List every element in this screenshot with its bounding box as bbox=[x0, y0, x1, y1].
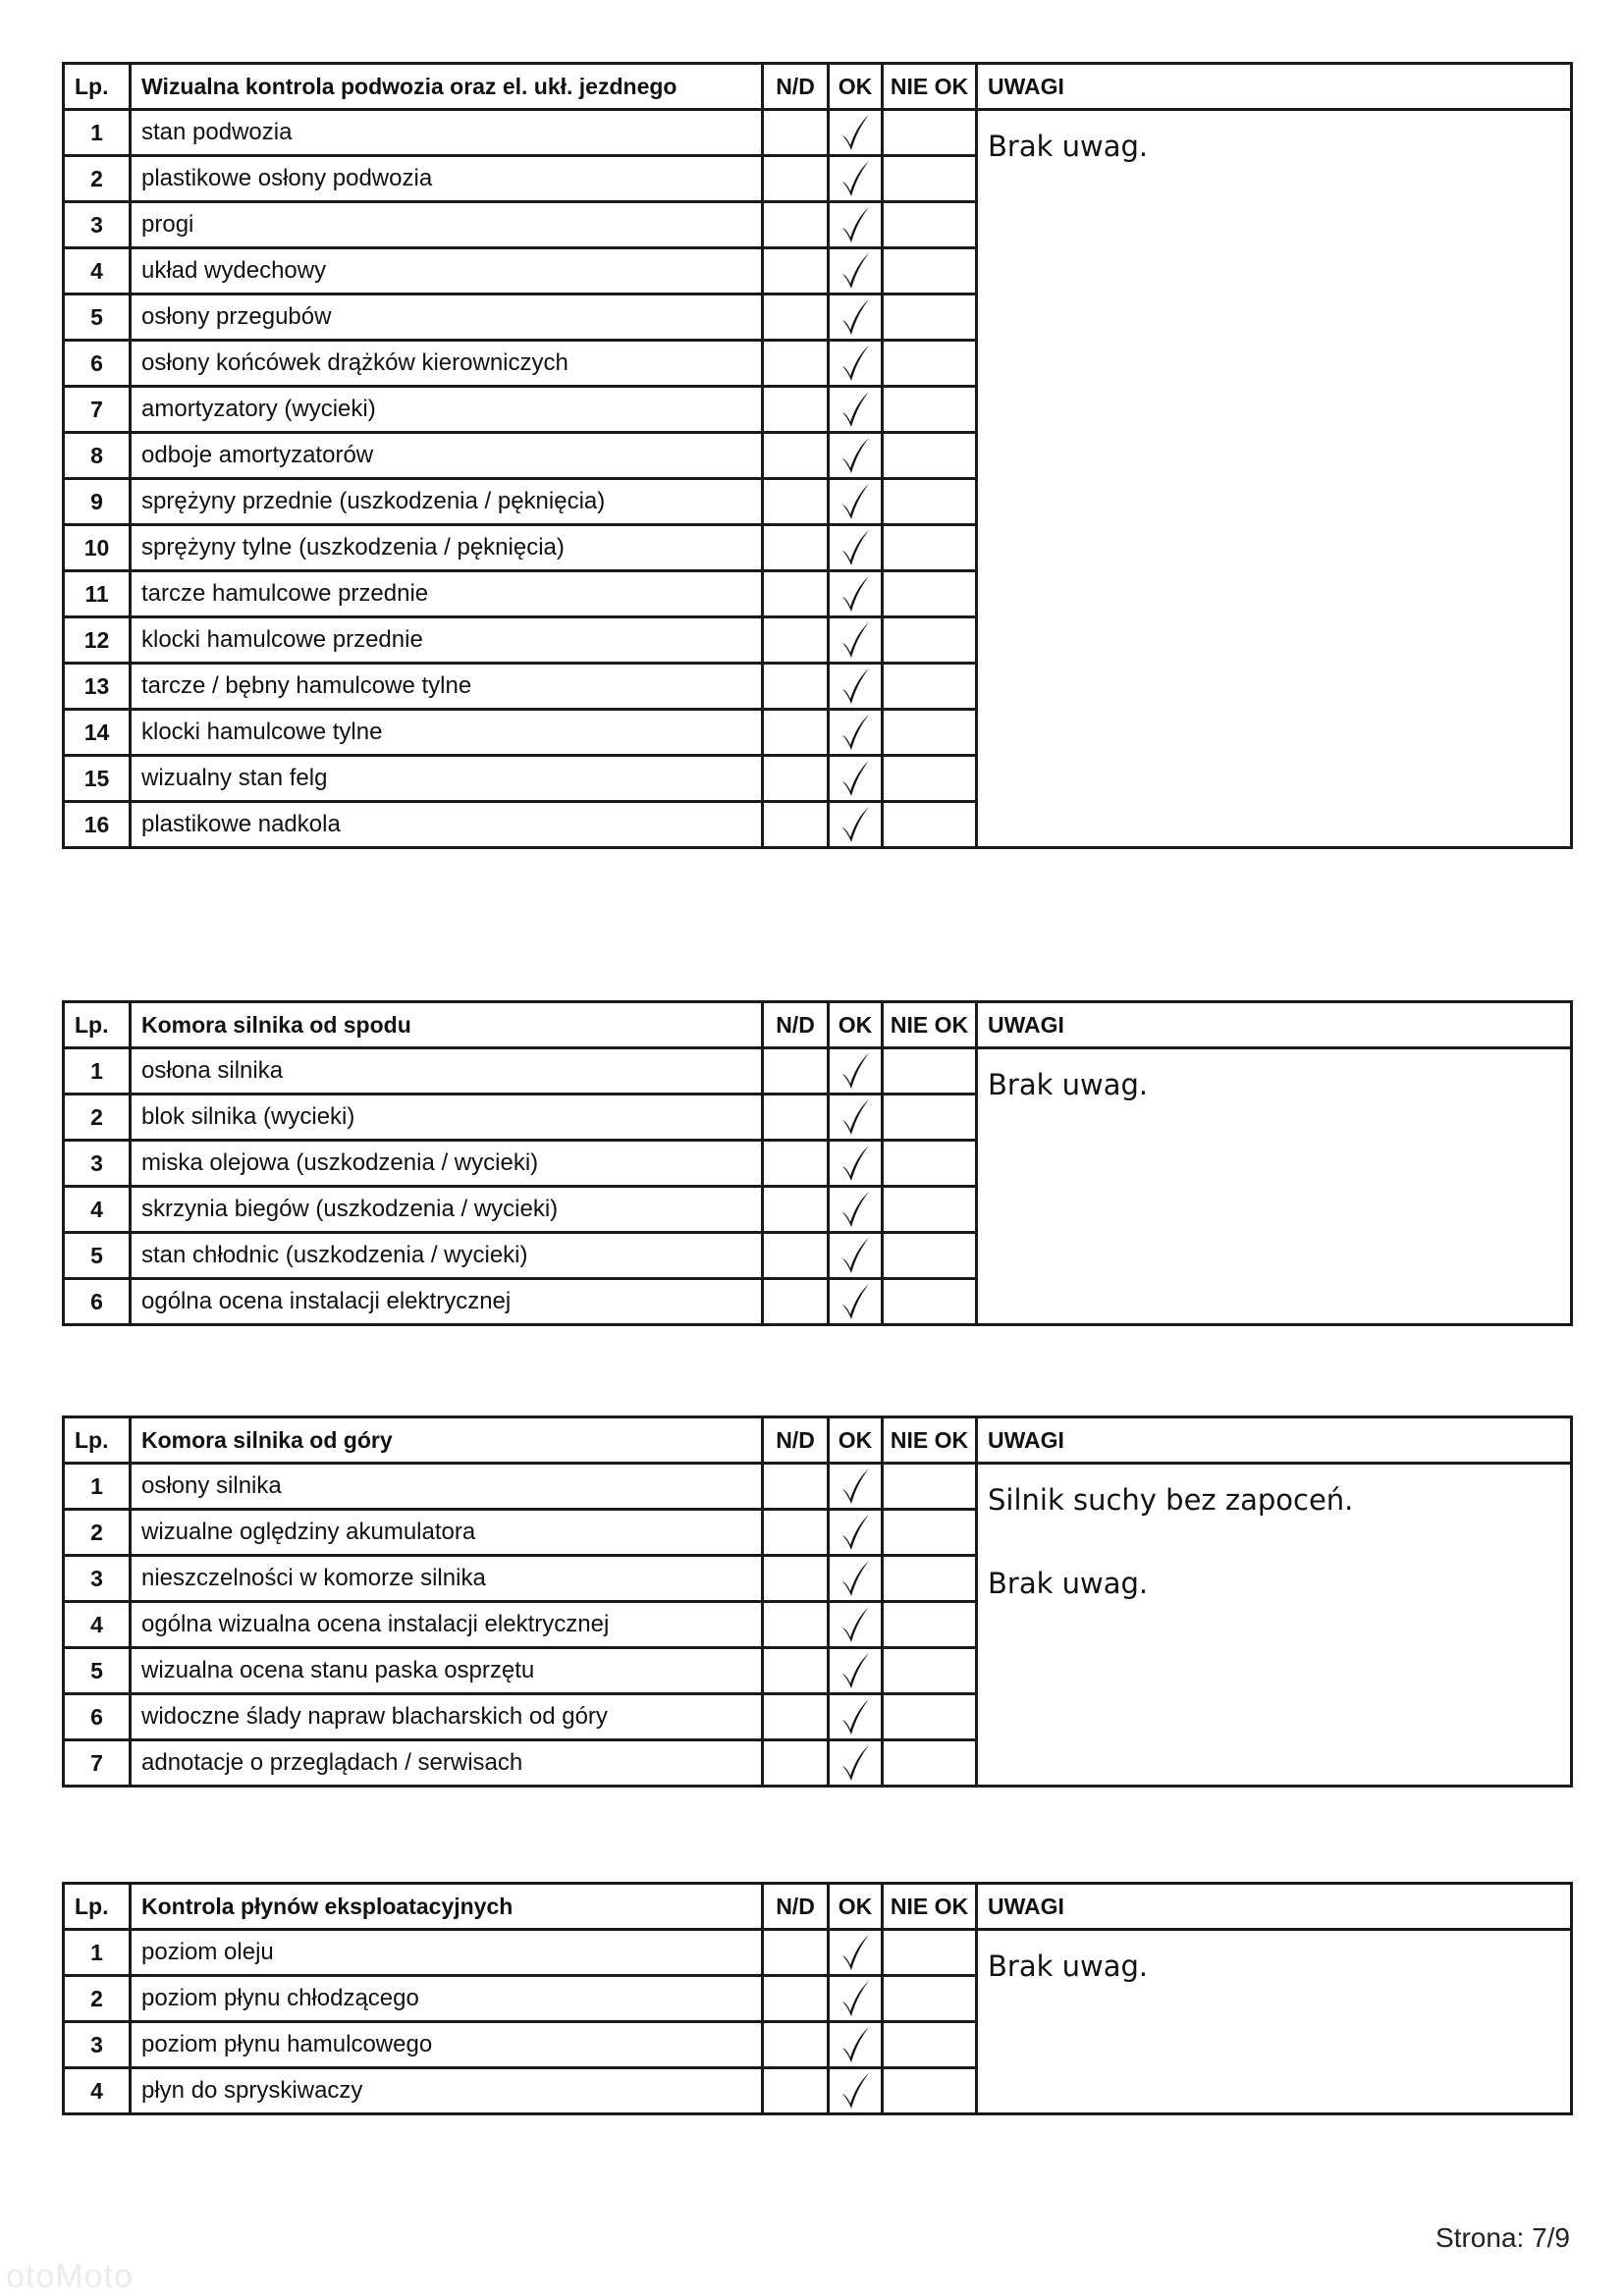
cell-nd bbox=[763, 802, 829, 848]
row-number: 12 bbox=[64, 617, 131, 664]
header-nie-ok: NIE OK bbox=[883, 64, 977, 110]
cell-nd bbox=[763, 1930, 829, 1976]
cell-nie-ok bbox=[883, 1048, 977, 1095]
row-label: wizualne oględziny akumulatora bbox=[131, 1510, 763, 1556]
checkmark-icon bbox=[839, 667, 871, 706]
cell-nd bbox=[763, 756, 829, 802]
row-label: amortyzatory (wycieki) bbox=[131, 387, 763, 433]
row-number: 2 bbox=[64, 156, 131, 202]
cell-nd bbox=[763, 1556, 829, 1602]
checkmark-icon bbox=[839, 713, 871, 752]
cell-ok bbox=[829, 1048, 883, 1095]
row-label: osłony przegubów bbox=[131, 294, 763, 341]
cell-nd bbox=[763, 1095, 829, 1141]
section-title: Komora silnika od góry bbox=[131, 1417, 763, 1464]
row-label: tarcze hamulcowe przednie bbox=[131, 571, 763, 617]
cell-ok bbox=[829, 1976, 883, 2022]
row-label: skrzynia biegów (uszkodzenia / wycieki) bbox=[131, 1187, 763, 1233]
header-row bbox=[64, 1417, 1572, 1464]
cell-nd bbox=[763, 433, 829, 479]
checkmark-icon bbox=[839, 1190, 871, 1229]
section-title: Komora silnika od spodu bbox=[131, 1002, 763, 1048]
cell-nd bbox=[763, 387, 829, 433]
header-nd: N/D bbox=[763, 1884, 829, 1930]
cell-nie-ok bbox=[883, 110, 977, 156]
checkmark-icon bbox=[839, 1697, 871, 1736]
row-label: osłony silnika bbox=[131, 1464, 763, 1510]
cell-nie-ok bbox=[883, 433, 977, 479]
note-text: Brak uwag. bbox=[988, 1567, 1149, 1600]
cell-nie-ok bbox=[883, 1740, 977, 1787]
cell-nd bbox=[763, 1510, 829, 1556]
cell-nd bbox=[763, 1740, 829, 1787]
cell-nd bbox=[763, 1279, 829, 1325]
checkmark-icon bbox=[839, 620, 871, 660]
row-label: klocki hamulcowe przednie bbox=[131, 617, 763, 664]
row-number: 2 bbox=[64, 1510, 131, 1556]
row-label: plastikowe nadkola bbox=[131, 802, 763, 848]
cell-nd bbox=[763, 156, 829, 202]
row-number: 6 bbox=[64, 1694, 131, 1740]
cell-nd bbox=[763, 1648, 829, 1694]
header-ok: OK bbox=[829, 1884, 883, 1930]
header-lp: Lp. bbox=[64, 1417, 131, 1464]
cell-nie-ok bbox=[883, 571, 977, 617]
checkmark-icon bbox=[839, 1513, 871, 1552]
cell-ok bbox=[829, 1740, 883, 1787]
checkmark-icon bbox=[839, 436, 871, 475]
cell-nie-ok bbox=[883, 617, 977, 664]
cell-nie-ok bbox=[883, 479, 977, 525]
row-number: 5 bbox=[64, 294, 131, 341]
row-label: osłony końcówek drążków kierowniczych bbox=[131, 341, 763, 387]
row-number: 8 bbox=[64, 433, 131, 479]
notes-cell bbox=[977, 110, 1572, 848]
cell-nd bbox=[763, 1233, 829, 1279]
row-label: progi bbox=[131, 202, 763, 248]
row-number: 1 bbox=[64, 1464, 131, 1510]
cell-ok bbox=[829, 1602, 883, 1648]
row-label: widoczne ślady napraw blacharskich od góry bbox=[131, 1694, 763, 1740]
cell-nie-ok bbox=[883, 756, 977, 802]
header-ok: OK bbox=[829, 64, 883, 110]
cell-nie-ok bbox=[883, 664, 977, 710]
checkmark-icon bbox=[839, 1467, 871, 1506]
row-label: sprężyny tylne (uszkodzenia / pęknięcia) bbox=[131, 525, 763, 571]
table-row bbox=[64, 110, 1572, 156]
cell-ok bbox=[829, 2068, 883, 2114]
cell-nie-ok bbox=[883, 1976, 977, 2022]
row-label: ogólna wizualna ocena instalacji elektrycznej bbox=[131, 1602, 763, 1648]
row-number: 6 bbox=[64, 1279, 131, 1325]
header-nd: N/D bbox=[763, 1002, 829, 1048]
row-label: osłona silnika bbox=[131, 1048, 763, 1095]
row-label: stan chłodnic (uszkodzenia / wycieki) bbox=[131, 1233, 763, 1279]
cell-nd bbox=[763, 1187, 829, 1233]
row-label: plastikowe osłony podwozia bbox=[131, 156, 763, 202]
table-row bbox=[64, 1464, 1572, 1510]
checkmark-icon bbox=[839, 297, 871, 337]
header-lp: Lp. bbox=[64, 1884, 131, 1930]
checkmark-icon bbox=[839, 1282, 871, 1321]
checkmark-icon bbox=[839, 1236, 871, 1275]
section-title: Wizualna kontrola podwozia oraz el. ukł. jezdnego bbox=[131, 64, 763, 110]
row-number: 13 bbox=[64, 664, 131, 710]
inspection-table-engine-top bbox=[62, 1415, 1573, 1788]
row-number: 6 bbox=[64, 341, 131, 387]
checkmark-icon bbox=[839, 1979, 871, 2018]
header-row bbox=[64, 1884, 1572, 1930]
checkmark-icon bbox=[839, 528, 871, 567]
cell-nie-ok bbox=[883, 202, 977, 248]
cell-nie-ok bbox=[883, 1556, 977, 1602]
row-number: 7 bbox=[64, 1740, 131, 1787]
cell-ok bbox=[829, 1095, 883, 1141]
cell-nie-ok bbox=[883, 341, 977, 387]
cell-nie-ok bbox=[883, 2068, 977, 2114]
row-number: 5 bbox=[64, 1648, 131, 1694]
row-number: 4 bbox=[64, 248, 131, 294]
row-number: 4 bbox=[64, 1187, 131, 1233]
cell-nd bbox=[763, 1976, 829, 2022]
header-ok: OK bbox=[829, 1417, 883, 1464]
cell-nie-ok bbox=[883, 710, 977, 756]
cell-nd bbox=[763, 294, 829, 341]
cell-nd bbox=[763, 1602, 829, 1648]
cell-nie-ok bbox=[883, 525, 977, 571]
checkmark-icon bbox=[839, 1144, 871, 1183]
notes-cell bbox=[977, 1048, 1572, 1325]
row-label: płyn do spryskiwaczy bbox=[131, 2068, 763, 2114]
row-label: sprężyny przednie (uszkodzenia / pęknięcia) bbox=[131, 479, 763, 525]
cell-ok bbox=[829, 1930, 883, 1976]
notes-cell bbox=[977, 1464, 1572, 1787]
cell-ok bbox=[829, 387, 883, 433]
cell-ok bbox=[829, 756, 883, 802]
cell-nd bbox=[763, 1048, 829, 1095]
row-number: 1 bbox=[64, 1930, 131, 1976]
checkmark-icon bbox=[839, 1933, 871, 1972]
cell-ok bbox=[829, 802, 883, 848]
checkmark-icon bbox=[839, 1097, 871, 1137]
header-nie-ok: NIE OK bbox=[883, 1884, 977, 1930]
row-number: 14 bbox=[64, 710, 131, 756]
checkmark-icon bbox=[839, 159, 871, 198]
checkmark-icon bbox=[839, 482, 871, 521]
cell-ok bbox=[829, 1694, 883, 1740]
note-text: Brak uwag. bbox=[988, 1949, 1149, 1983]
cell-nie-ok bbox=[883, 1233, 977, 1279]
cell-ok bbox=[829, 617, 883, 664]
cell-nd bbox=[763, 1141, 829, 1187]
header-nie-ok: NIE OK bbox=[883, 1417, 977, 1464]
row-number: 4 bbox=[64, 1602, 131, 1648]
cell-ok bbox=[829, 525, 883, 571]
cell-nie-ok bbox=[883, 1464, 977, 1510]
note-text: Silnik suchy bez zapoceń. bbox=[988, 1483, 1354, 1517]
header-lp: Lp. bbox=[64, 64, 131, 110]
page-number: Strona: 7/9 bbox=[1435, 2222, 1570, 2253]
cell-nd bbox=[763, 710, 829, 756]
header-uwagi: UWAGI bbox=[977, 1417, 1572, 1464]
row-number: 1 bbox=[64, 1048, 131, 1095]
row-label: stan podwozia bbox=[131, 110, 763, 156]
row-label: wizualny stan felg bbox=[131, 756, 763, 802]
cell-ok bbox=[829, 341, 883, 387]
checkmark-icon bbox=[839, 759, 871, 798]
row-number: 4 bbox=[64, 2068, 131, 2114]
cell-nd bbox=[763, 248, 829, 294]
header-row bbox=[64, 1002, 1572, 1048]
cell-ok bbox=[829, 1233, 883, 1279]
cell-nie-ok bbox=[883, 1694, 977, 1740]
row-number: 11 bbox=[64, 571, 131, 617]
table-row bbox=[64, 1048, 1572, 1095]
row-number: 3 bbox=[64, 1141, 131, 1187]
row-number: 3 bbox=[64, 202, 131, 248]
checkmark-icon bbox=[839, 805, 871, 844]
row-number: 3 bbox=[64, 2022, 131, 2068]
checkmark-icon bbox=[839, 205, 871, 244]
cell-nie-ok bbox=[883, 1095, 977, 1141]
checkmark-icon bbox=[839, 1743, 871, 1783]
cell-nie-ok bbox=[883, 1602, 977, 1648]
checkmark-icon bbox=[839, 113, 871, 152]
row-number: 16 bbox=[64, 802, 131, 848]
cell-nie-ok bbox=[883, 802, 977, 848]
cell-nie-ok bbox=[883, 294, 977, 341]
cell-nie-ok bbox=[883, 1648, 977, 1694]
note-text: Brak uwag. bbox=[988, 130, 1149, 163]
cell-ok bbox=[829, 710, 883, 756]
cell-ok bbox=[829, 2022, 883, 2068]
notes-cell bbox=[977, 1930, 1572, 2114]
row-label: układ wydechowy bbox=[131, 248, 763, 294]
cell-nie-ok bbox=[883, 156, 977, 202]
row-label: poziom płynu chłodzącego bbox=[131, 1976, 763, 2022]
inspection-table-engine-bottom bbox=[62, 1000, 1573, 1326]
cell-ok bbox=[829, 1464, 883, 1510]
cell-ok bbox=[829, 248, 883, 294]
cell-nd bbox=[763, 1464, 829, 1510]
watermark-logo: otoMoto bbox=[6, 2258, 134, 2295]
cell-nd bbox=[763, 2068, 829, 2114]
cell-ok bbox=[829, 1556, 883, 1602]
header-lp: Lp. bbox=[64, 1002, 131, 1048]
row-number: 2 bbox=[64, 1095, 131, 1141]
cell-ok bbox=[829, 202, 883, 248]
row-label: miska olejowa (uszkodzenia / wycieki) bbox=[131, 1141, 763, 1187]
row-number: 2 bbox=[64, 1976, 131, 2022]
row-label: nieszczelności w komorze silnika bbox=[131, 1556, 763, 1602]
cell-nd bbox=[763, 1694, 829, 1740]
row-number: 5 bbox=[64, 1233, 131, 1279]
cell-ok bbox=[829, 664, 883, 710]
row-label: blok silnika (wycieki) bbox=[131, 1095, 763, 1141]
checkmark-icon bbox=[839, 1605, 871, 1644]
header-nd: N/D bbox=[763, 64, 829, 110]
cell-nd bbox=[763, 571, 829, 617]
cell-ok bbox=[829, 294, 883, 341]
row-label: tarcze / bębny hamulcowe tylne bbox=[131, 664, 763, 710]
cell-ok bbox=[829, 110, 883, 156]
row-number: 9 bbox=[64, 479, 131, 525]
checkmark-icon bbox=[839, 2025, 871, 2064]
cell-ok bbox=[829, 571, 883, 617]
cell-nd bbox=[763, 2022, 829, 2068]
cell-nie-ok bbox=[883, 1141, 977, 1187]
checkmark-icon bbox=[839, 1651, 871, 1690]
cell-nd bbox=[763, 341, 829, 387]
header-nie-ok: NIE OK bbox=[883, 1002, 977, 1048]
cell-ok bbox=[829, 1648, 883, 1694]
cell-ok bbox=[829, 1510, 883, 1556]
row-number: 15 bbox=[64, 756, 131, 802]
checkmark-icon bbox=[839, 574, 871, 614]
checkmark-icon bbox=[839, 1051, 871, 1091]
cell-nd bbox=[763, 617, 829, 664]
row-number: 3 bbox=[64, 1556, 131, 1602]
cell-nd bbox=[763, 525, 829, 571]
cell-nie-ok bbox=[883, 1930, 977, 1976]
cell-ok bbox=[829, 479, 883, 525]
checkmark-icon bbox=[839, 2071, 871, 2110]
inspection-table-undercarriage bbox=[62, 62, 1573, 849]
note-text: Brak uwag. bbox=[988, 1068, 1149, 1101]
cell-ok bbox=[829, 156, 883, 202]
row-number: 10 bbox=[64, 525, 131, 571]
cell-nd bbox=[763, 664, 829, 710]
section-title: Kontrola płynów eksploatacyjnych bbox=[131, 1884, 763, 1930]
header-ok: OK bbox=[829, 1002, 883, 1048]
table-row bbox=[64, 1930, 1572, 1976]
cell-nd bbox=[763, 110, 829, 156]
row-label: poziom oleju bbox=[131, 1930, 763, 1976]
cell-nie-ok bbox=[883, 1187, 977, 1233]
cell-nie-ok bbox=[883, 1510, 977, 1556]
header-nd: N/D bbox=[763, 1417, 829, 1464]
row-label: wizualna ocena stanu paska osprzętu bbox=[131, 1648, 763, 1694]
row-label: adnotacje o przeglądach / serwisach bbox=[131, 1740, 763, 1787]
header-uwagi: UWAGI bbox=[977, 1002, 1572, 1048]
cell-nie-ok bbox=[883, 248, 977, 294]
header-uwagi: UWAGI bbox=[977, 1884, 1572, 1930]
cell-nd bbox=[763, 479, 829, 525]
row-label: odboje amortyzatorów bbox=[131, 433, 763, 479]
header-uwagi: UWAGI bbox=[977, 64, 1572, 110]
checkmark-icon bbox=[839, 251, 871, 291]
row-number: 1 bbox=[64, 110, 131, 156]
cell-ok bbox=[829, 1187, 883, 1233]
row-label: klocki hamulcowe tylne bbox=[131, 710, 763, 756]
inspection-table-fluids bbox=[62, 1882, 1573, 2115]
cell-nie-ok bbox=[883, 387, 977, 433]
cell-ok bbox=[829, 433, 883, 479]
cell-nie-ok bbox=[883, 2022, 977, 2068]
cell-ok bbox=[829, 1279, 883, 1325]
cell-nie-ok bbox=[883, 1279, 977, 1325]
row-label: ogólna ocena instalacji elektrycznej bbox=[131, 1279, 763, 1325]
row-label: poziom płynu hamulcowego bbox=[131, 2022, 763, 2068]
cell-nd bbox=[763, 202, 829, 248]
checkmark-icon bbox=[839, 390, 871, 429]
checkmark-icon bbox=[839, 1559, 871, 1598]
row-number: 7 bbox=[64, 387, 131, 433]
cell-ok bbox=[829, 1141, 883, 1187]
header-row bbox=[64, 64, 1572, 110]
checkmark-icon bbox=[839, 344, 871, 383]
